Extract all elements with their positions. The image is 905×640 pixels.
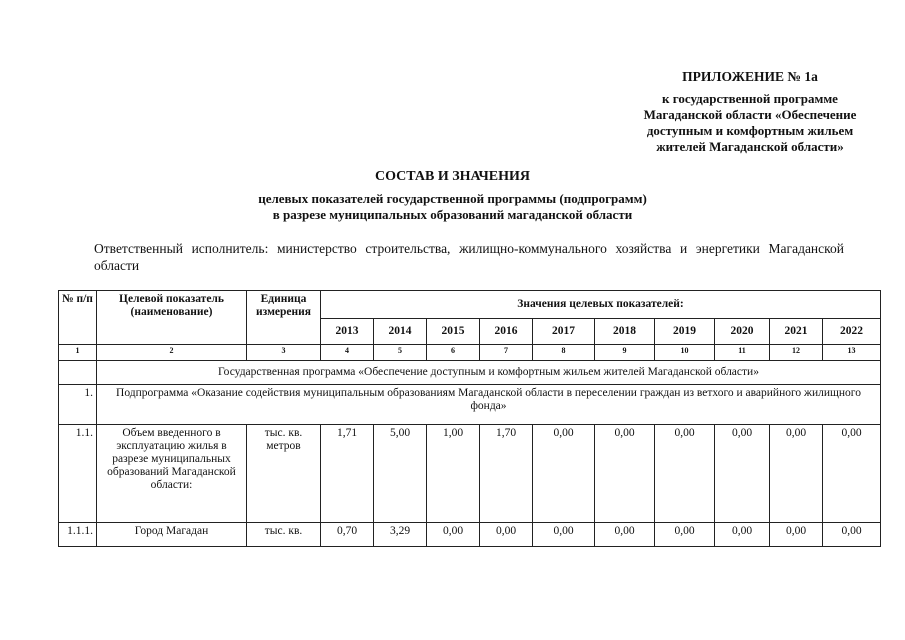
column-number: 13	[823, 345, 881, 361]
row-number: 1.1.	[59, 425, 97, 523]
program-row-number	[59, 361, 97, 385]
column-number: 12	[770, 345, 823, 361]
row-value: 0,00	[770, 523, 823, 547]
row-value: 1,71	[321, 425, 374, 523]
header-year: 2016	[480, 319, 533, 345]
row-value: 0,00	[427, 523, 480, 547]
row-unit: тыс. кв.	[247, 523, 321, 547]
row-value: 0,00	[823, 523, 881, 547]
header-year: 2021	[770, 319, 823, 345]
row-value: 5,00	[374, 425, 427, 523]
column-number: 1	[59, 345, 97, 361]
column-number: 7	[480, 345, 533, 361]
table-row	[59, 523, 881, 547]
column-number: 11	[715, 345, 770, 361]
header-year: 2013	[321, 319, 374, 345]
appendix-block	[600, 68, 900, 155]
header-year: 2017	[533, 319, 595, 345]
row-indicator: Город Магадан	[97, 523, 247, 547]
column-number: 2	[97, 345, 247, 361]
table-row	[59, 425, 881, 523]
row-value: 3,29	[374, 523, 427, 547]
row-value: 0,00	[655, 523, 715, 547]
row-value: 0,00	[480, 523, 533, 547]
row-value: 0,00	[715, 425, 770, 523]
document-subtitle-line: в разрезе муниципальных образований магаданской области	[272, 207, 633, 222]
column-number: 10	[655, 345, 715, 361]
appendix-line: к государственной программе	[662, 91, 838, 106]
document-subtitle-line: целевых показателей государственной программы (подпрограмм)	[258, 191, 647, 206]
row-value: 0,00	[823, 425, 881, 523]
header-year: 2014	[374, 319, 427, 345]
header-year: 2018	[595, 319, 655, 345]
program-row: Государственная программа «Обеспечение доступным и комфортным жильем жителей Магаданской области»	[97, 361, 881, 385]
column-number: 4	[321, 345, 374, 361]
row-value: 0,00	[595, 425, 655, 523]
row-value: 1,00	[427, 425, 480, 523]
row-value: 0,00	[655, 425, 715, 523]
appendix-line: жителей Магаданской области»	[656, 139, 844, 154]
row-indicator: Объем введенного в эксплуатацию жилья в разрезе муниципальных образований Магаданской области:	[97, 425, 247, 523]
row-value: 0,70	[321, 523, 374, 547]
row-value: 0,00	[595, 523, 655, 547]
row-value: 0,00	[533, 425, 595, 523]
column-number: 8	[533, 345, 595, 361]
column-number: 3	[247, 345, 321, 361]
header-year: 2015	[427, 319, 480, 345]
row-unit: тыс. кв. метров	[247, 425, 321, 523]
document-title: СОСТАВ И ЗНАЧЕНИЯ	[374, 169, 531, 184]
appendix-line: Магаданской области «Обеспечение	[643, 107, 857, 122]
header-year: 2019	[655, 319, 715, 345]
column-number: 9	[595, 345, 655, 361]
row-value: 0,00	[770, 425, 823, 523]
responsible-executor: Ответственный исполнитель: министерство строительства, жилищно-коммунального хозяйства и энергетики Магаданской области	[94, 241, 844, 273]
header-year: 2020	[715, 319, 770, 345]
row-value: 1,70	[480, 425, 533, 523]
appendix-line: доступным и комфортным жильем	[646, 123, 854, 138]
appendix-title: ПРИЛОЖЕНИЕ № 1а	[682, 69, 818, 84]
subprogram-number: 1.	[59, 385, 97, 425]
column-number: 6	[427, 345, 480, 361]
header-indicator: Целевой показатель (наименование)	[97, 291, 247, 345]
header-number: № п/п	[59, 291, 97, 345]
row-number: 1.1.1.	[59, 523, 97, 547]
header-year: 2022	[823, 319, 881, 345]
subprogram-row: Подпрограмма «Оказание содействия муниципальным образованиям Магаданской области в переселении граждан из ветхого и аварийного жилищного фонда»	[97, 385, 881, 425]
column-number: 5	[374, 345, 427, 361]
row-value: 0,00	[533, 523, 595, 547]
header-unit: Единица измерения	[247, 291, 321, 345]
header-values: Значения целевых показателей:	[321, 291, 881, 319]
document-heading	[0, 168, 905, 223]
indicators-table	[58, 290, 881, 547]
row-value: 0,00	[715, 523, 770, 547]
